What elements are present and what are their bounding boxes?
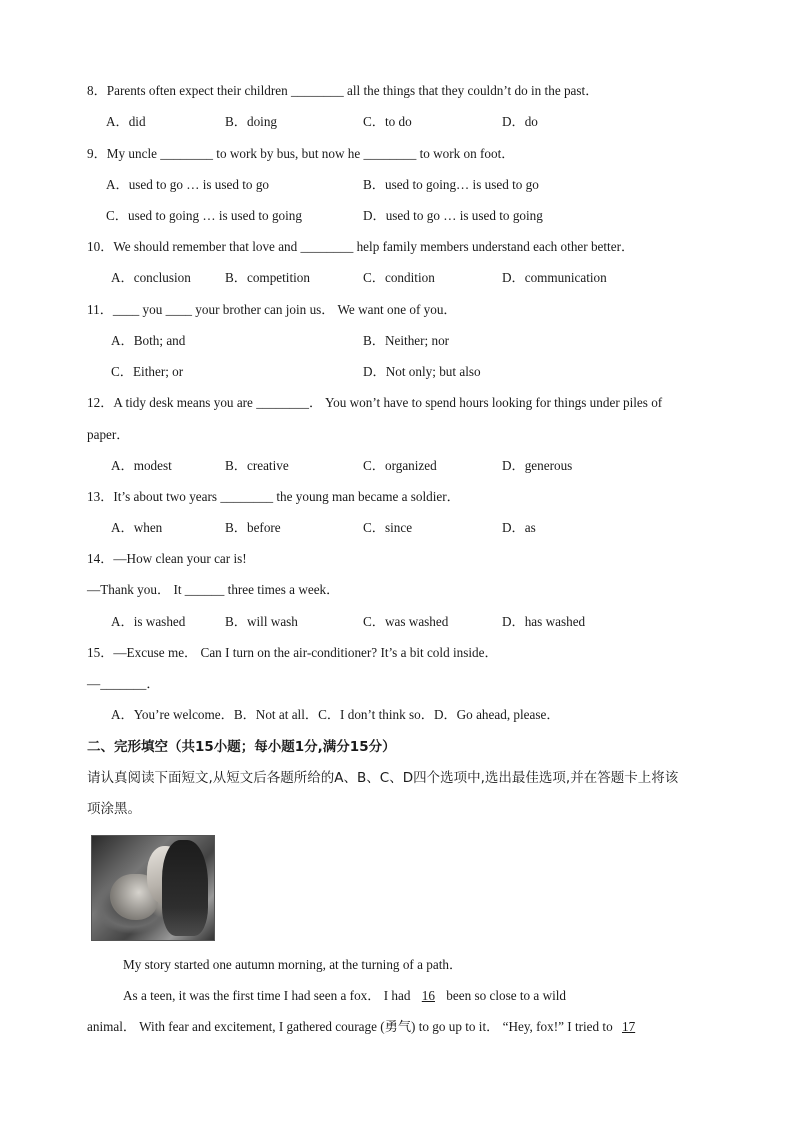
question-10-option-a[interactable]: A．conclusion <box>111 270 191 285</box>
question-10-stem: 10．We should remember that love and ________ help family members understand each other better． <box>87 239 635 254</box>
section-2-instruction-continued: 项涂黑。 <box>87 801 141 817</box>
question-13-option-d[interactable]: D．as <box>502 520 536 535</box>
question-8-option-b[interactable]: B．doing <box>225 114 278 129</box>
fox-and-girl-photo <box>91 835 215 941</box>
question-14-option-d[interactable]: D．has washed <box>502 614 586 629</box>
question-15-stem: 15．—Excuse me． Can I turn on the air-conditioner? It’s a bit cold inside． <box>87 645 498 660</box>
blank-16[interactable]: 16 <box>421 988 435 1003</box>
question-8-stem: 8．Parents often expect their children ________ all the things that they couldn’t do in the past． <box>87 83 599 98</box>
passage-paragraph-1: My story started one autumn morning, at the turning of a path． <box>123 957 463 972</box>
blank-17[interactable]: 17 <box>621 1019 636 1034</box>
question-13-option-a[interactable]: A．when <box>111 520 163 535</box>
question-8-option-a[interactable]: A．did <box>106 114 146 129</box>
question-10-option-d[interactable]: D．communication <box>502 270 607 285</box>
passage-paragraph-2 <box>123 987 794 1005</box>
question-11-option-b[interactable]: B．Neither; nor <box>363 333 450 348</box>
question-14-stem-continued: —Thank you． It ______ three times a week． <box>87 582 340 597</box>
question-12-option-a[interactable]: A．modest <box>111 458 172 473</box>
photo-hair-shape <box>162 840 208 936</box>
question-14-option-c[interactable]: C．was washed <box>363 614 449 629</box>
question-14-stem: 14．—How clean your car is! <box>87 551 247 566</box>
question-9-option-b[interactable]: B．used to going… is used to go <box>363 177 539 192</box>
question-9-option-d[interactable]: D．used to go … is used to going <box>363 208 543 223</box>
question-10-option-c[interactable]: C．condition <box>363 270 435 285</box>
question-15-stem-continued: —_______． <box>87 676 160 691</box>
question-11-option-d[interactable]: D．Not only; but also <box>363 364 481 379</box>
question-10-option-b[interactable]: B．competition <box>225 270 310 285</box>
question-11-option-a[interactable]: A．Both; and <box>111 333 186 348</box>
section-2-heading: 二、完形填空（共15小题；每小题1分,满分15分） <box>87 739 396 755</box>
question-8-option-c[interactable]: C．to do <box>363 114 412 129</box>
question-13-option-c[interactable]: C．since <box>363 520 413 535</box>
question-9-option-c[interactable]: C．used to going … is used to going <box>106 208 302 223</box>
question-14-option-a[interactable]: A．is washed <box>111 614 186 629</box>
question-9-stem: 9．My uncle ________ to work by bus, but now he ________ to work on foot． <box>87 146 515 161</box>
passage-paragraph-2-continued <box>87 1018 794 1036</box>
question-13-stem: 13．It’s about two years ________ the young man became a soldier． <box>87 489 460 504</box>
question-12-option-d[interactable]: D．generous <box>502 458 573 473</box>
section-2-instruction: 请认真阅读下面短文,从短文后各题所给的A、B、C、D四个选项中,选出最佳选项,并在答题卡上将该 <box>87 770 679 786</box>
question-12-stem: 12．A tidy desk means you are ________． You won’t have to spend hours looking for things under piles of <box>87 395 663 410</box>
question-12-option-c[interactable]: C．organized <box>363 458 437 473</box>
passage-text: animal． With fear and excitement, I gathered courage (勇气) to go up to it． “Hey, fox!” I tried to <box>87 1019 616 1034</box>
question-9-option-a[interactable]: A．used to go … is used to go <box>106 177 270 192</box>
question-14-option-b[interactable]: B．will wash <box>225 614 298 629</box>
passage-text: As a teen, it was the first time I had seen a fox． I had <box>123 988 414 1003</box>
question-8-option-d[interactable]: D．do <box>502 114 538 129</box>
question-13-option-b[interactable]: B．before <box>225 520 281 535</box>
question-15-options[interactable]: A．You’re welcome．B．Not at all．C．I don’t think so．D．Go ahead, please． <box>111 707 560 722</box>
question-11-stem: 11．____ you ____ your brother can join us． We want one of you． <box>87 302 457 317</box>
question-11-option-c[interactable]: C．Either; or <box>111 364 184 379</box>
question-12-option-b[interactable]: B．creative <box>225 458 289 473</box>
question-12-stem-continued: paper． <box>87 427 130 442</box>
passage-text: been so close to a wild <box>442 988 567 1003</box>
